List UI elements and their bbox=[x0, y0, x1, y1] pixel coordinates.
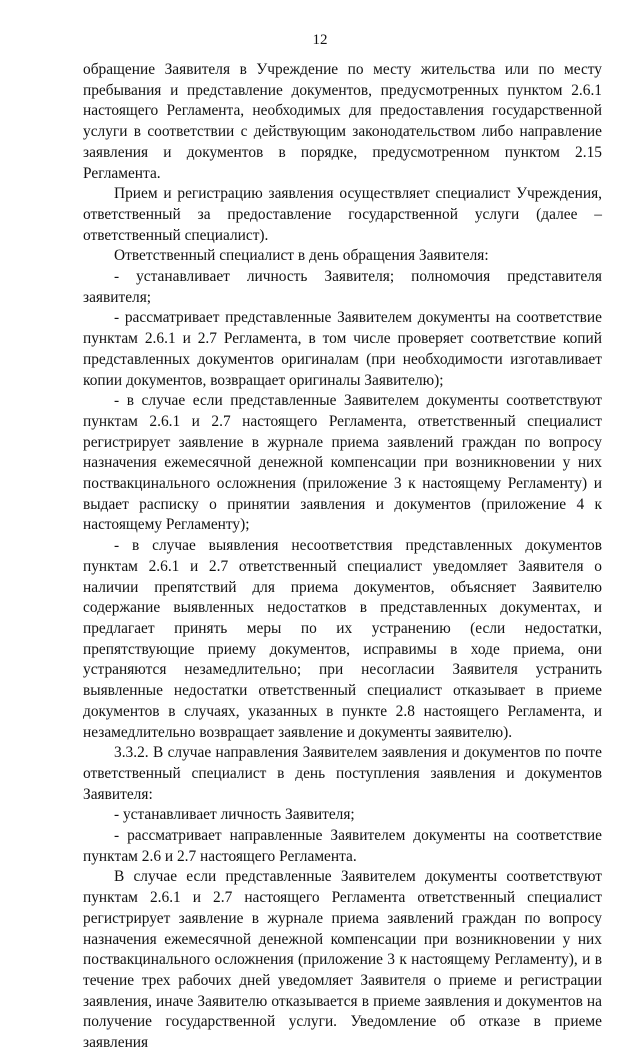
paragraph-continuation: обращение Заявителя в Учреждение по месту жительства или по месту пребывания и представление документов, предусмотренных пунктом 2.6.1 настоящего Регламента, необходимых для предоставления государственной услуги в соответствии с действующим законодательством либо направление заявления и документов в порядке, предусмотренном пунктом 2.15 Регламента. bbox=[83, 61, 602, 182]
list-item-identity: - устанавливает личность Заявителя; полномочия представителя заявителя; bbox=[83, 268, 602, 306]
paragraph-postal-registration: В случае если представленные Заявителем документы соответствуют пунктам 2.6.1 и 2.7 настоящего Регламента ответственный специалист регистрирует заявление в журнале приема заявлений граждан по вопросу назначения ежемесячной денежной компенсации при возникновении у них поствакцинального осложнения (приложение 3 к настоящему Регламенту), и в течение трех рабочих дней уведомляет Заявителя о приеме и регистрации заявления, иначе Заявителю отказывается в приеме заявления и документов на получение государственной услуги. Уведомление об отказе в приеме заявления bbox=[83, 868, 602, 1052]
list-item-review-documents: - рассматривает представленные Заявителем документы на соответствие пунктам 2.6.1 и 2.7 Регламента, в том числе проверяет соответствие копий представленных документов оригиналам (при необходимости изготавливает копии документов, возвращает оригиналы Заявителю); bbox=[83, 309, 602, 389]
list-item-register-application: - в случае если представленные Заявителем документы соответствуют пунктам 2.6.1 и 2.7 настоящего Регламента, ответственный специалист регистрирует заявление в журнале приема заявлений граждан по вопросу назначения ежемесячной денежной компенсации при возникновении у них поствакцинального осложнения (приложение 3 к настоящему Регламенту) и выдает расписку о принятии заявления и документов (приложение 4 к настоящему Регламенту); bbox=[83, 392, 602, 534]
list-item-postal-identity: - устанавливает личность Заявителя; bbox=[114, 806, 355, 824]
paragraph-registration: Прием и регистрацию заявления осуществляет специалист Учреждения, ответственный за предоставление государственной услуги (далее – ответственный специалист). bbox=[83, 185, 602, 244]
paragraph-postal-submission: 3.3.2. В случае направления Заявителем заявления и документов по почте ответственный специалист в день поступления заявления и документов Заявителя: bbox=[83, 744, 602, 803]
paragraph-specialist-duties: Ответственный специалист в день обращения Заявителя: bbox=[114, 247, 489, 265]
list-item-nonconformity: - в случае выявления несоответствия представленных документов пунктам 2.6.1 и 2.7 ответственный специалист уведомляет Заявителя о наличии препятствий для приема документов, объясняет Заявителю содержание выявленных недостатков в представленных документах, и предлагает принять меры по их устранению (если недостатки, препятствующие приему документов, исправимы в ходе приема, они устраняются незамедлительно; при несогласии Заявителя устранить выявленные недостатки ответственный специалист отказывает в приеме документов в случаях, указанных в пункте 2.8 настоящего Регламента, и незамедлительно возвращает заявление и документы заявителю). bbox=[83, 537, 602, 741]
list-item-postal-review: - рассматривает направленные Заявителем документы на соответствие пунктам 2.6 и 2.7 настоящего Регламента. bbox=[83, 827, 602, 865]
page-number: 12 bbox=[312, 32, 328, 48]
